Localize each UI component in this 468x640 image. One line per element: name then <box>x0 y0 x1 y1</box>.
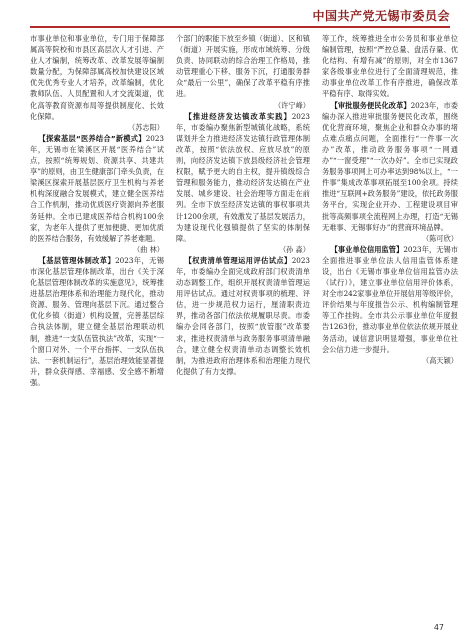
page-number: 47 <box>433 623 444 632</box>
section-heading: 【探索基层“医养结合”新模式】 <box>38 133 146 143</box>
text-column-3 <box>322 33 458 621</box>
header-rule <box>30 26 450 28</box>
section-heading: 【基层管理体制改革】 <box>38 255 116 265</box>
paragraph: 个部门的职能下放至乡镇（街道）、区和镇（街道）开展实施，形成市域统筹、分级负责、协同联动的综合治理工作格局，推动管理重心下移、服务下沉，打通服务群众“最后一公里”，确保了改革平稳有序推进。 <box>176 34 310 99</box>
section-body: 2023年，市委编办深入推进审批服务便民化改革，围绕优化营商环境，聚焦企业和群众办事的堵点难点痛点问题，全面推行“一件事一次办”改革，推动政务服务事项“一网通办”“一窗受理”“一次办好”。全市已实现政务服务事项网上可办率达到98%以上，“一件事”集成改革事项拓展至100余项。持续推进“互联网+政务服务”建设，依托政务服务平台，实现企业开办、工程建设项目审批等高频事项全流程网上办理，打造“无锡无难事、无锡事好办”的营商环境品牌。 <box>322 100 458 232</box>
text-column-1 <box>30 33 164 621</box>
section-heading: 【事业单位信用监管】 <box>330 244 404 254</box>
article-section <box>322 100 458 233</box>
paragraph: 市事业单位和事业单位，专门用于保障部属高等院校和市县区高层次人才引进、产业人才编制，统筹改革、改革发展等编制数量分配，为保障部属高校加快建设区域优先优秀专业人才培养，改革编制，优化教师队伍、人员配置和人才交流渠道，优化高等教育资源布局等提供制度化、长效化保障。 <box>30 34 164 121</box>
author-signature: （孙 淼） <box>278 244 310 254</box>
text-column-2 <box>176 33 310 621</box>
article-section <box>30 133 164 244</box>
section-heading: 【推进经济发达镇改革实践】 <box>184 111 292 121</box>
section-body: 2023年，无锡市全面推进事业单位法人信用监管体系建设，出台《无锡市事业单位信用监管办法（试行）》，建立事业单位信用评价体系，对全市242家事业单位开展信用等级评价，评价结果与年度报告公示、机构编制管理等工作挂钩。全市共公示事业单位年度报告1263份，推动事业单位依法依规开展业务活动，诚信意识明显增强，事业单位社会公信力进一步提升。 <box>322 244 458 354</box>
paragraph: 等工作，统筹推进全市公务员和事业单位编制管理，按照“严控总量、盘活存量、优化结构、有增有减”的原则，对全市1367家各级事业单位进行了全面清理规范，推动事业单位改革工作有序推进，确保改革平稳有序、取得实效。 <box>322 34 458 99</box>
author-signature: （陈可欣） <box>422 233 458 243</box>
article-section <box>176 111 310 244</box>
article-section <box>322 244 458 355</box>
section-body: 2023年，无锡市在梁溪区开展“医养结合”试点，按照“统筹规划、资源共享、共建共享”的原则，由卫生健康部门牵头负责，在梁溪区探索开展基层医疗卫生机构与养老机构深度融合发展模式，建立健全医养结合工作机制，推动优质医疗资源向养老服务延伸。全市已建成医养结合机构100余家，为老年人提供了更加便捷、更加优质的医养结合服务，有效缓解了养老难题。 <box>30 133 164 243</box>
section-heading: 【权责清单管理运用评估试点】 <box>184 255 292 265</box>
section-heading: 【审批服务便民化改革】 <box>330 100 411 110</box>
section-body: 2023年，无锡市深化基层管理体制改革，出台《关于深化基层管理体制改革的实施意见》，统筹推进基层治理体系和治理能力现代化，推动资源、服务、管理向基层下沉。通过整合优化乡镇（街道）机构设置，完善基层综合执法体制，建立健全基层治理联动机制，推进“一支队伍管执法”改革，实现“一个窗口对外、一个平台指挥、一支队伍执法、一套机制运行”，基层治理效能显著提升，群众获得感、幸福感、安全感不断增强。 <box>30 255 164 387</box>
section-body: 2023年，市委编办聚焦新型城镇化战略，系统谋划并全力推进经济发达镇行政管理体制改革，按照“依法放权、应放尽放”的原则，向经济发达镇下放县级经济社会管理权限，赋予更大的自主权，提升镇级综合管理和服务能力，推动经济发达镇在产业发展、城乡建设、社会治理等方面走在前列。全市下放至经济发达镇的事权事项共计1200余项，有效激发了基层发展活力，为建设现代化强镇提供了坚实的体制保障。 <box>176 111 310 243</box>
article-section <box>176 255 310 377</box>
article-section <box>30 255 164 388</box>
author-signature: （苏志阳） <box>128 122 164 132</box>
author-signature: （曲 林） <box>132 244 164 254</box>
author-signature: （许宁峰） <box>274 100 310 110</box>
author-signature: （高天颖） <box>422 355 458 365</box>
section-body: 2023年，市委编办全面完成政府部门权责清单动态调整工作，组织开展权责清单管理运用评估试点。通过对权责事项的梳理、评估，进一步规范权力运行，厘清职责边界，推动各部门依法依规履职尽责。市委编办会同各部门，按照“放管服”改革要求，推进权责清单与政务服务事项清单融合，建立健全权责清单动态调整长效机制，为推进政府治理体系和治理能力现代化提供了有力支撑。 <box>176 255 310 376</box>
page-header <box>0 0 468 30</box>
publication-title: 中国共产党无锡市委员会 <box>312 9 450 23</box>
